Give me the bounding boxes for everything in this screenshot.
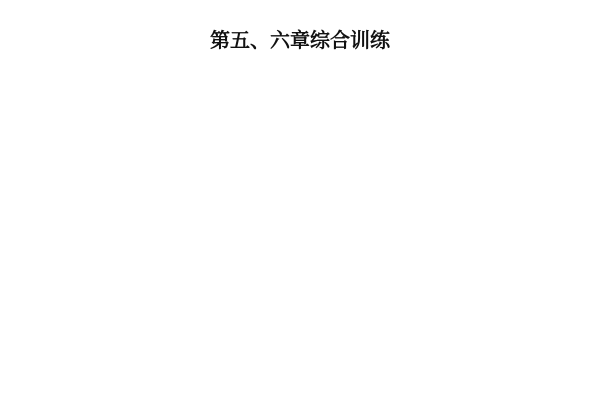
page-title: 第五、六章综合训练 [210, 30, 390, 52]
